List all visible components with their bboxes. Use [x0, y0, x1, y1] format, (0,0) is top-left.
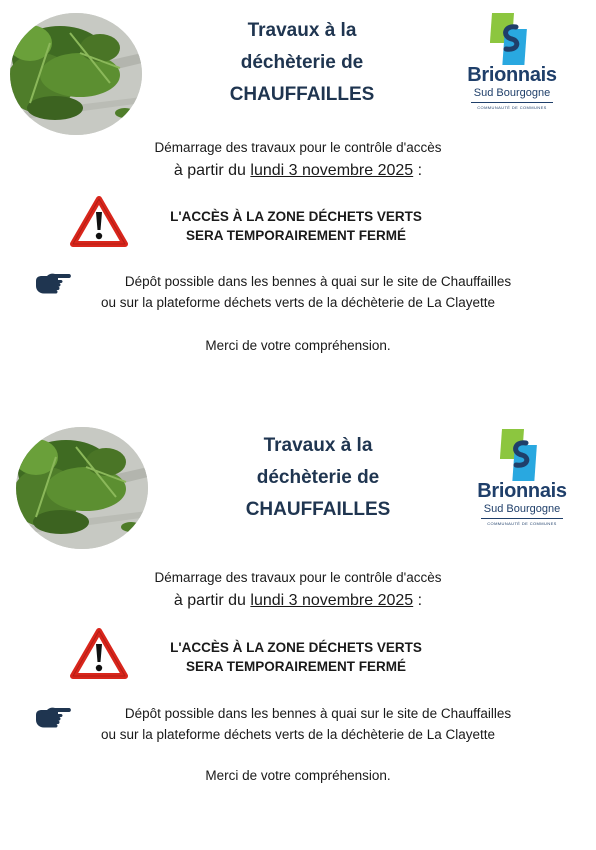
title-line: Travaux à la — [263, 435, 373, 456]
date-line — [0, 158, 596, 184]
notice-title — [200, 15, 404, 111]
info-line: Dépôt possible dans les bennes à quai sur le site de Chauffailles — [124, 706, 512, 721]
title-line: CHAUFFAILLES — [245, 499, 391, 520]
logo-divider — [471, 102, 553, 103]
date-prefix: à partir du — [173, 592, 246, 609]
brionnais-logo — [467, 429, 577, 534]
notice-top — [0, 0, 596, 420]
warning-message — [146, 207, 446, 245]
warning-triangle-icon — [70, 628, 128, 680]
logo-subtitle: Sud Bourgogne — [473, 87, 551, 99]
title-line: déchèterie de — [240, 52, 364, 73]
date-suffix: : — [417, 592, 423, 609]
title-line: déchèterie de — [256, 467, 380, 488]
warning-line: L'ACCÈS À LA ZONE DÉCHETS VERTS — [170, 640, 422, 655]
brionnais-logo-icon — [500, 429, 540, 481]
info-block — [0, 703, 596, 745]
notice-title — [216, 430, 420, 526]
intro-block — [0, 568, 596, 614]
info-line: ou sur la plateforme déchets verts de la déchèterie de La Clayette — [101, 295, 495, 310]
brionnais-logo-icon — [490, 13, 530, 65]
intro-line: Démarrage des travaux pour le contrôle d'accès — [154, 570, 442, 585]
green-waste-photo — [10, 13, 142, 135]
logo-name: Brionnais — [477, 480, 567, 502]
warning-message — [146, 638, 446, 676]
info-block — [0, 271, 596, 313]
logo-tagline: COMMUNAUTÉ DE COMMUNES — [487, 521, 557, 526]
thanks-line: Merci de votre compréhension. — [205, 768, 391, 783]
date-line — [0, 588, 596, 614]
logo-tagline: COMMUNAUTÉ DE COMMUNES — [477, 105, 547, 110]
warning-line: SERA TEMPORAIREMENT FERMÉ — [185, 228, 406, 243]
logo-subtitle: Sud Bourgogne — [483, 503, 561, 515]
brionnais-logo — [457, 13, 567, 118]
logo-divider — [481, 518, 563, 519]
warning-line: SERA TEMPORAIREMENT FERMÉ — [185, 659, 406, 674]
info-line: Dépôt possible dans les bennes à quai sur le site de Chauffailles — [124, 274, 512, 289]
date-value: lundi 3 novembre 2025 — [250, 592, 414, 609]
green-waste-photo — [16, 427, 148, 549]
warning-triangle-icon — [70, 196, 128, 248]
info-line: ou sur la plateforme déchets verts de la déchèterie de La Clayette — [101, 727, 495, 742]
title-line: Travaux à la — [247, 20, 357, 41]
date-suffix: : — [417, 162, 423, 179]
intro-line: Démarrage des travaux pour le contrôle d'accès — [154, 140, 442, 155]
date-value: lundi 3 novembre 2025 — [250, 162, 414, 179]
intro-block — [0, 138, 596, 184]
notice-bottom — [0, 430, 596, 850]
date-prefix: à partir du — [173, 162, 246, 179]
thanks-line: Merci de votre compréhension. — [205, 338, 391, 353]
warning-line: L'ACCÈS À LA ZONE DÉCHETS VERTS — [170, 209, 422, 224]
title-line: CHAUFFAILLES — [229, 84, 375, 105]
logo-name: Brionnais — [467, 64, 557, 86]
